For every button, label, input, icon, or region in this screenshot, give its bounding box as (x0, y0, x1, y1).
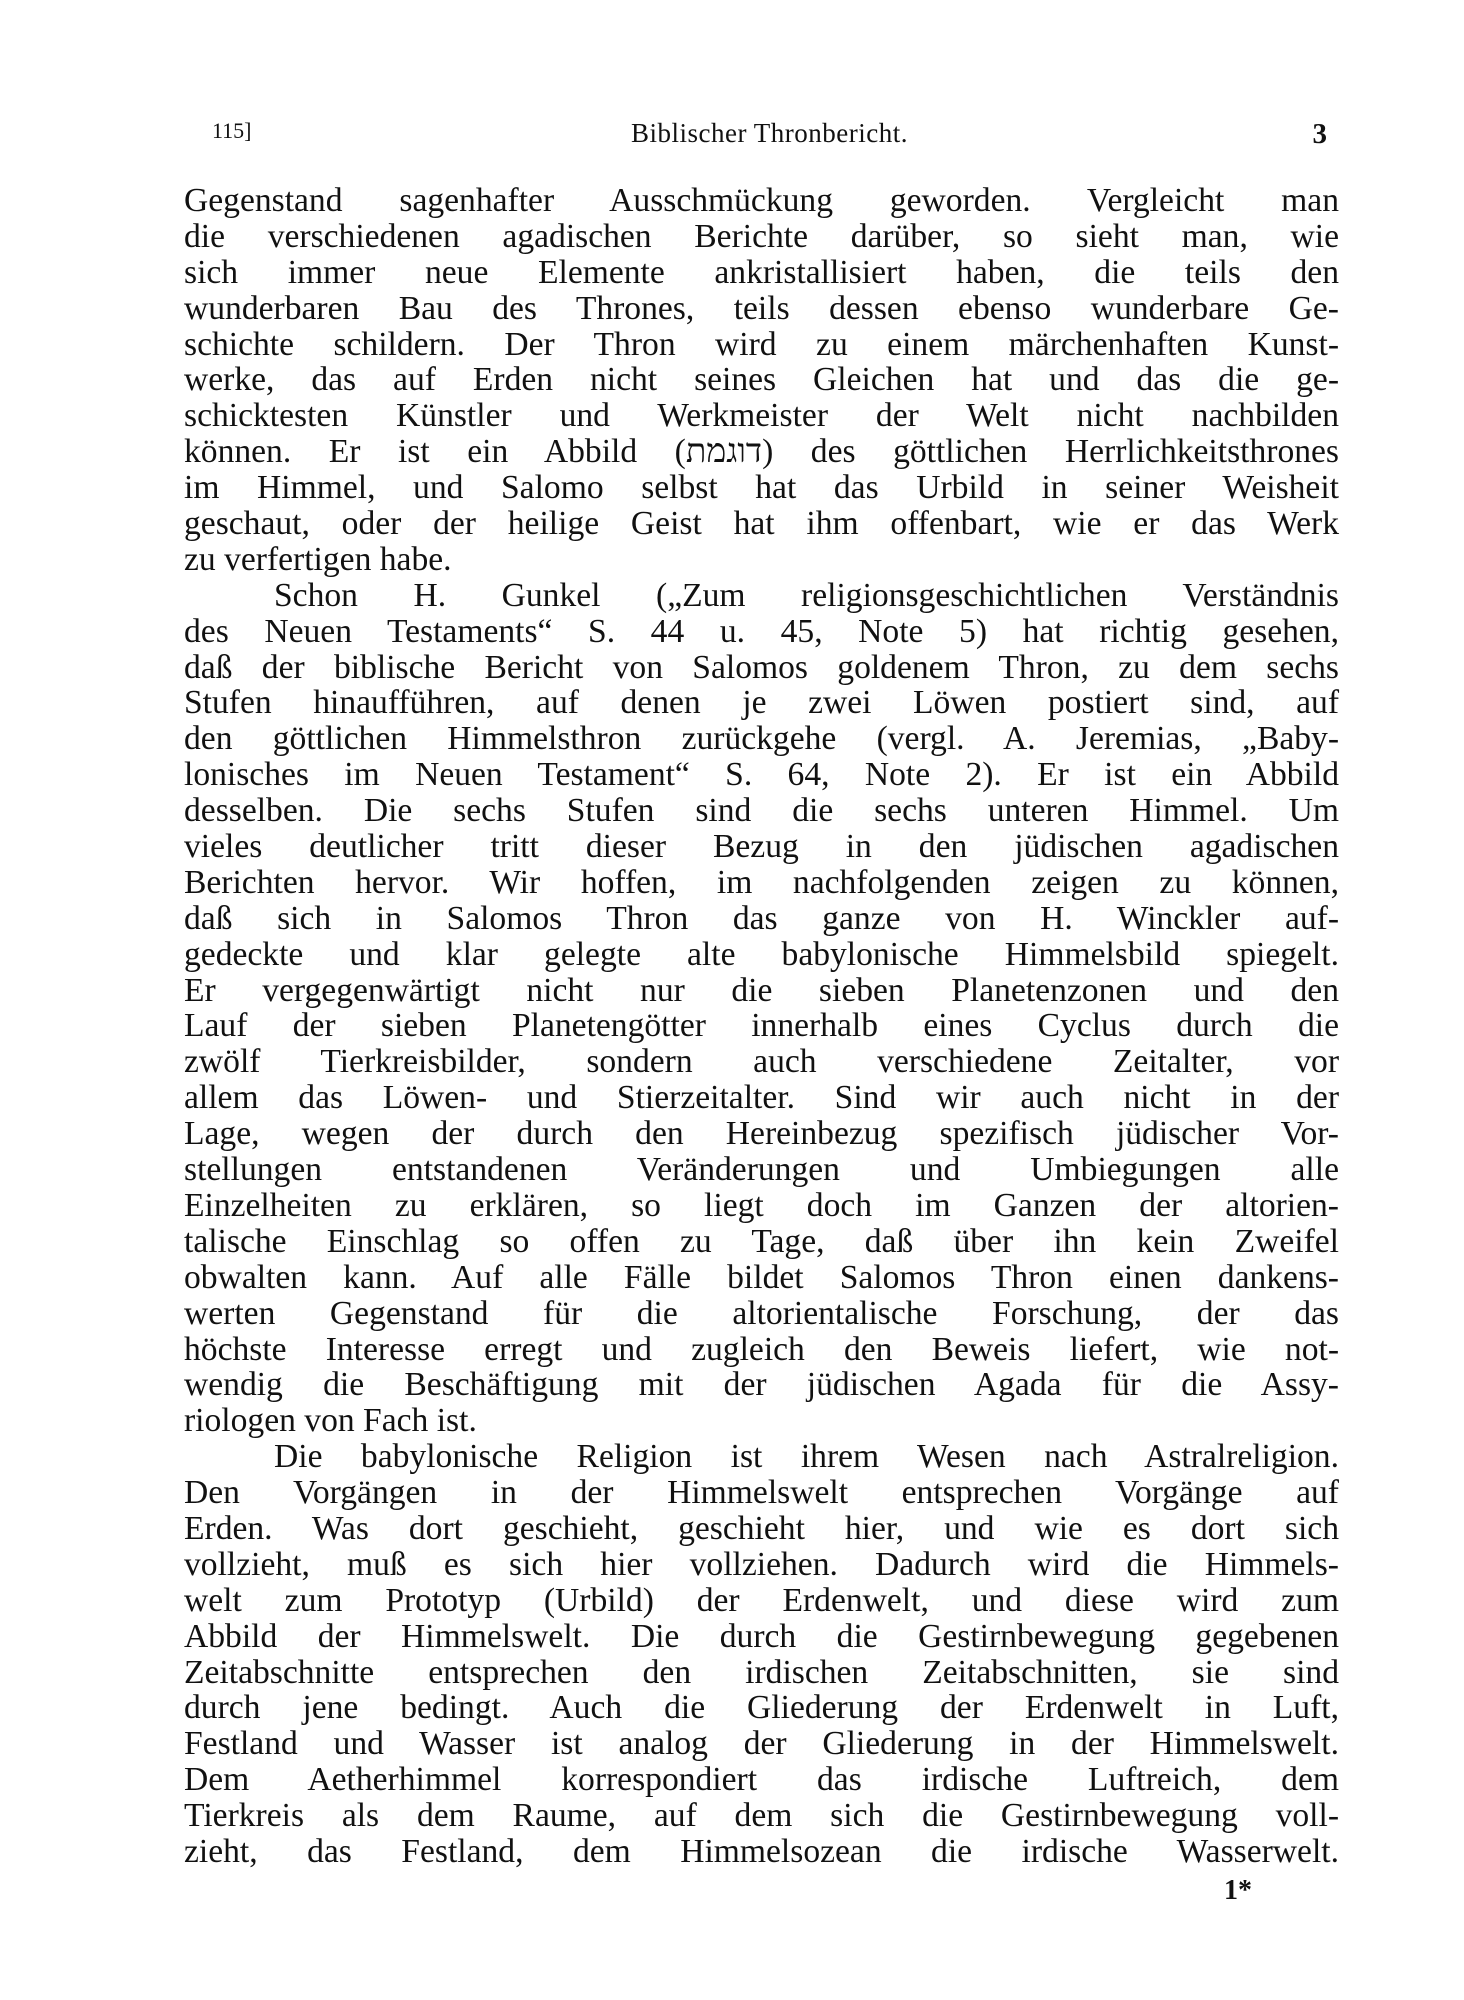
text-line: wunderbaren Bau des Thrones, teils dessen ebenso wunderbare Ge- (184, 289, 1339, 327)
text-line: lonisches im Neuen Testament“ S. 64, Note 2). Er ist ein Abbild (184, 756, 1339, 794)
text-line: zwölf Tierkreisbilder, sondern auch verschiedene Zeitalter, vor (184, 1043, 1339, 1081)
text-line: des Neuen Testaments“ S. 44 u. 45, Note 5) hat richtig gesehen, (184, 612, 1339, 650)
signature-mark: 1* (1224, 1875, 1252, 1906)
text-line: Er vergegenwärtigt nicht nur die sieben Planetenzonen und den (184, 971, 1339, 1009)
text-line: wendig die Beschäftigung mit der jüdischen Agada für die Assy- (184, 1366, 1339, 1404)
text-line: obwalten kann. Auf alle Fälle bildet Salomos Thron einen dankens- (184, 1258, 1339, 1296)
page-reference: 115] (212, 118, 252, 143)
text-line: durch jene bedingt. Auch die Gliederung der Erdenwelt in Luft, (184, 1689, 1339, 1727)
text-line: Lage, wegen der durch den Hereinbezug spezifisch jüdischer Vor- (184, 1115, 1339, 1153)
text-line: schichte schildern. Der Thron wird zu einem märchenhaften Kunst- (184, 325, 1339, 363)
text-line: Festland und Wasser ist analog der Gliederung in der Himmelswelt. (184, 1725, 1339, 1763)
text-line: die verschiedenen agadischen Berichte darüber, so sieht man, wie (184, 217, 1339, 255)
text-line: werke, das auf Erden nicht seines Gleichen hat und das die ge- (184, 361, 1339, 399)
text-line: Den Vorgängen in der Himmelswelt entsprechen Vorgänge auf (184, 1474, 1339, 1512)
text-line: desselben. Die sechs Stufen sind die sechs unteren Himmel. Um (184, 792, 1339, 830)
text-line: Schon H. Gunkel („Zum religionsgeschichtlichen Verständnis (274, 576, 1339, 614)
text-line: welt zum Prototyp (Urbild) der Erdenwelt, und diese wird zum (184, 1581, 1339, 1619)
text-line: gedeckte und klar gelegte alte babylonische Himmelsbild spiegelt. (184, 935, 1339, 973)
text-line: Dem Aetherhimmel korrespondiert das irdische Luftreich, dem (184, 1761, 1339, 1799)
text-line: schicktesten Künstler und Werkmeister der Welt nicht nachbilden (184, 397, 1339, 435)
text-line: Gegenstand sagenhafter Ausschmückung geworden. Vergleicht man (184, 182, 1339, 219)
text-line: Erden. Was dort geschieht, geschieht hier, und wie es dort sich (184, 1509, 1339, 1547)
text-line: zu verfertigen habe. (184, 540, 452, 578)
text-line: zieht, das Festland, dem Himmelsozean die irdische Wasserwelt. (184, 1832, 1339, 1870)
text-line: daß der biblische Bericht von Salomos goldenem Thron, zu dem sechs (184, 648, 1339, 686)
text-line: höchste Interesse erregt und zugleich den Beweis liefert, wie not- (184, 1330, 1339, 1368)
text-line: riologen von Fach ist. (184, 1402, 477, 1440)
body-text (184, 183, 1339, 1870)
text-line: den göttlichen Himmelsthron zurückgehe (vergl. A. Jeremias, „Baby- (184, 720, 1339, 758)
text-line: talische Einschlag so offen zu Tage, daß über ihn kein Zweifel (184, 1222, 1339, 1260)
page-number: 3 (1312, 118, 1327, 150)
text-line: im Himmel, und Salomo selbst hat das Urbild in seiner Weisheit (184, 469, 1339, 507)
text-line: stellungen entstandenen Veränderungen und Umbiegungen alle (184, 1151, 1339, 1189)
text-line: allem das Löwen- und Stierzeitalter. Sind wir auch nicht in der (184, 1079, 1339, 1117)
text-line: Tierkreis als dem Raume, auf dem sich die Gestirnbewegung voll- (184, 1797, 1339, 1835)
running-header (212, 118, 1327, 158)
text-line: Lauf der sieben Planetengötter innerhalb eines Cyclus durch die (184, 1007, 1339, 1045)
text-line: Berichten hervor. Wir hoffen, im nachfolgenden zeigen zu können, (184, 863, 1339, 901)
text-line: geschaut, oder der heilige Geist hat ihm offenbart, wie er das Werk (184, 505, 1339, 543)
text-line: Zeitabschnitte entsprechen den irdischen Zeitabschnitten, sie sind (184, 1653, 1339, 1691)
text-line: Einzelheiten zu erklären, so liegt doch im Ganzen der altorien- (184, 1186, 1339, 1224)
text-line: sich immer neue Elemente ankristallisiert haben, die teils den (184, 253, 1339, 291)
text-line: vollzieht, muß es sich hier vollziehen. Dadurch wird die Himmels- (184, 1545, 1339, 1583)
text-line: Abbild der Himmelswelt. Die durch die Gestirnbewegung gegebenen (184, 1617, 1339, 1655)
text-line: vieles deutlicher tritt dieser Bezug in den jüdischen agadischen (184, 828, 1339, 866)
running-title: Biblischer Thronbericht. (631, 118, 908, 148)
text-line: daß sich in Salomos Thron das ganze von H. Winckler auf- (184, 899, 1339, 937)
text-line: können. Er ist ein Abbild (דוגמת) des göttlichen Herrlichkeitsthrones (184, 433, 1339, 471)
text-line: werten Gegenstand für die altorientalische Forschung, der das (184, 1294, 1339, 1332)
text-line: Stufen hinaufführen, auf denen je zwei Löwen postiert sind, auf (184, 684, 1339, 722)
text-line: Die babylonische Religion ist ihrem Wesen nach Astralreligion. (274, 1438, 1339, 1476)
